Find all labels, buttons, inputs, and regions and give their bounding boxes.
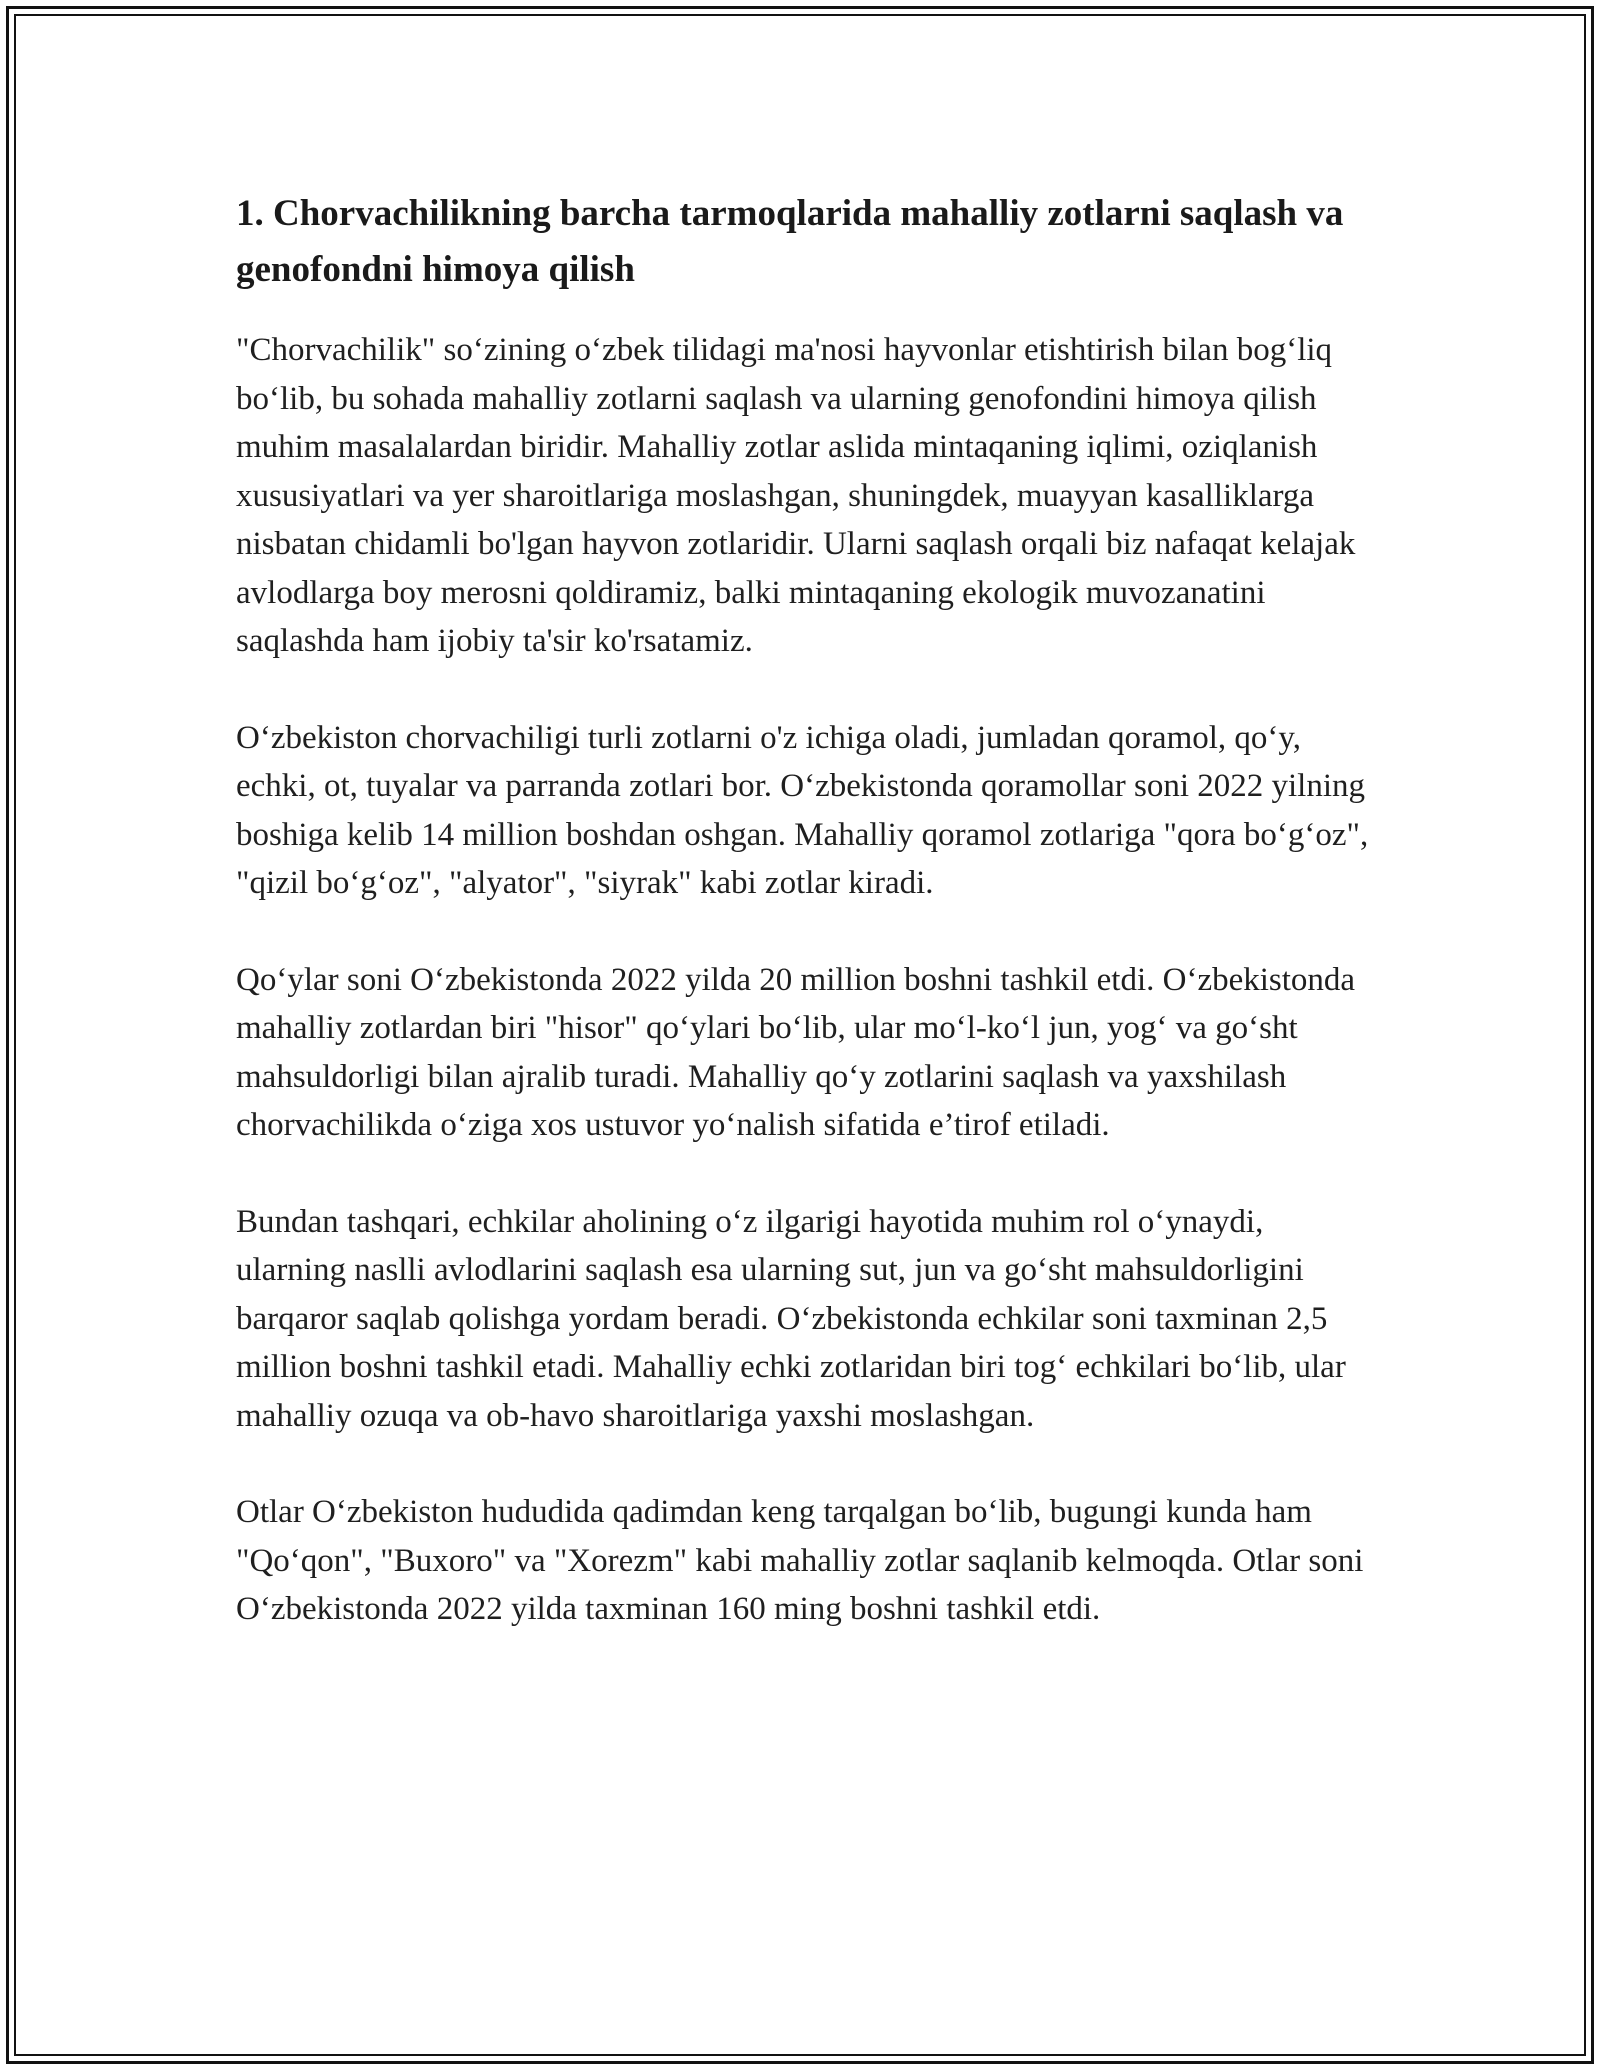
paragraph-intro: "Chorvachilik" so‘zining o‘zbek tilidagi ma'nosi hayvonlar etishtirish bilan bog‘liq bo‘lib, bu sohada mahalliy zotlarni saqlash va ularning genofondini himoya qilish muhim masalalardan biridir. Mahalliy zotlar aslida mintaqaning iqlimi, oziqlanish xususiyatlari va yer sharoitlariga moslashgan, shuningdek, muayyan kasalliklarga nisbatan chidamli bo'lgan hayvon zotlaridir. Ularni saqlash orqali biz nafaqat kelajak avlodlarga boy merosni qoldiramiz, balki mintaqaning ekologik muvozanatini saqlashda ham ijobiy ta'sir ko'rsatamiz. xyxy=(236,332,1356,659)
paragraph-horses: Otlar O‘zbekiston hududida qadimdan keng tarqalgan bo‘lib, bugungi kunda ham "Qo‘qon", "Buxoro" va "Xorezm" kabi mahalliy zotlar saqlanib kelmoqda. Otlar soni O‘zbekistonda 2022 yilda taxminan 160 ming boshni tashkil etdi. xyxy=(236,1494,1364,1627)
paragraph-goats: Bundan tashqari, echkilar aholining o‘z ilgarigi hayotida muhim rol o‘ynaydi, ularning naslli avlodlarini saqlash esa ularning sut, jun va go‘sht mahsuldorligini barqaror saqlab qolishga yordam beradi. O‘zbekistonda echkilar soni taxminan 2,5 million boshni tashkil etadi. Mahalliy echki zotlaridan biri tog‘ echkilari bo‘lib, ular mahalliy ozuqa va ob-havo sharoitlariga yaxshi moslashgan. xyxy=(236,1203,1346,1434)
document-body xyxy=(236,186,1370,1682)
paragraph-sheep: Qo‘ylar soni O‘zbekistonda 2022 yilda 20 million boshni tashkil etdi. O‘zbekistonda mahalliy zotlardan biri "hisor" qo‘ylari bo‘lib, ular mo‘l-ko‘l jun, yog‘ va go‘sht mahsuldorligi bilan ajralib turadi. Mahalliy qo‘y zotlarini saqlash va yaxshilash chorvachilikda o‘ziga xos ustuvor yo‘nalish sifatida e’tirof etiladi. xyxy=(236,961,1356,1143)
paragraph-cattle: O‘zbekiston chorvachiligi turli zotlarni o'z ichiga oladi, jumladan qoramol, qo‘y, echki, ot, tuyalar va parranda zotlari bor. O‘zbekistonda qoramollar soni 2022 yilning boshiga kelib 14 million boshdan oshgan. Mahalliy qoramol zotlariga "qora bo‘g‘oz", "qizil bo‘g‘oz", "alyator", "siyrak" kabi zotlar kiradi. xyxy=(236,719,1369,901)
section-heading: 1. Chorvachilikning barcha tarmoqlarida mahalliy zotlarni saqlash va genofondni himoya qilish xyxy=(236,193,1344,290)
